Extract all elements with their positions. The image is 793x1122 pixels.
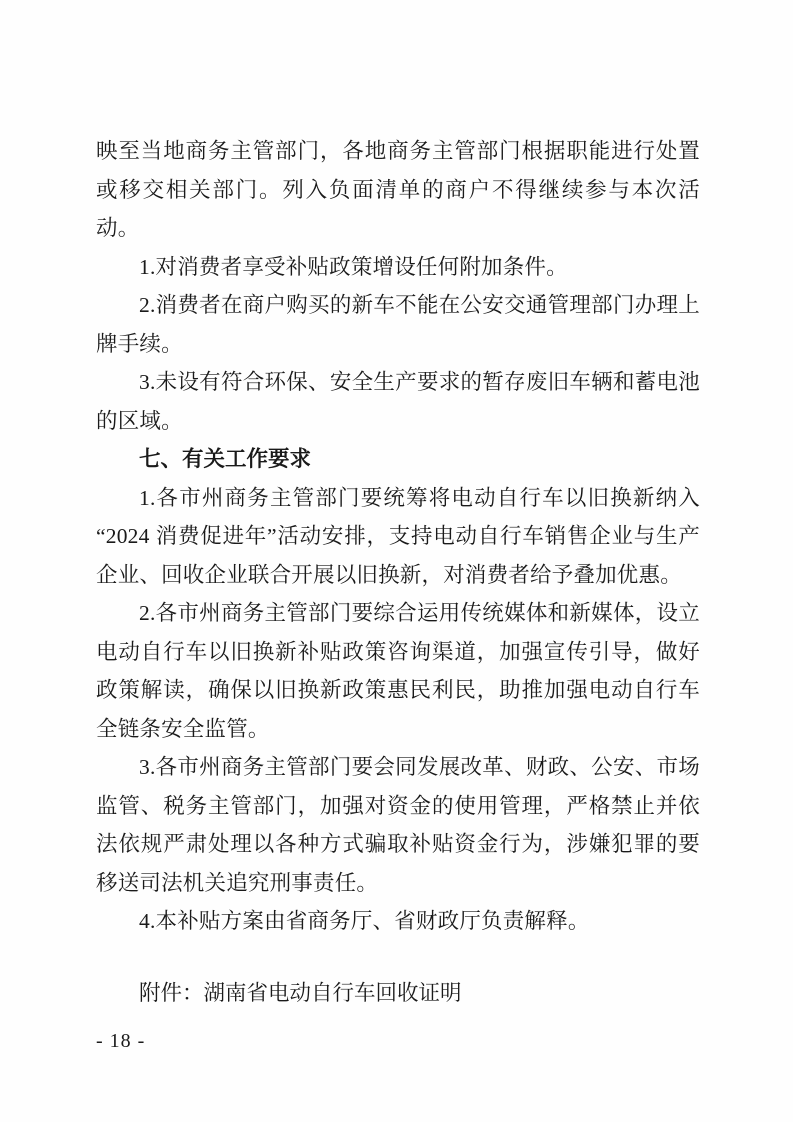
- list-item-1: 1.对消费者享受补贴政策增设任何附加条件。: [139, 254, 568, 279]
- page-number: - 18 -: [96, 1030, 146, 1052]
- attachment-line: 附件：湖南省电动自行车回收证明: [139, 980, 462, 1005]
- list-item-3: 3.未设有符合环保、安全生产要求的暂存废旧车辆和蓄电池的区域。: [96, 370, 700, 433]
- requirement-item-2: 2.各市州商务主管部门要综合运用传统媒体和新媒体，设立电动自行车以旧换新补贴政策咨询渠道，加强宣传引导，做好政策解读，确保以旧换新政策惠民利民，助推加强电动自行车全链条安全监管。: [96, 601, 700, 741]
- requirement-item-1: 1.各市州商务主管部门要统筹将电动自行车以旧换新纳入“2024 消费促进年”活动安排，支持电动自行车销售企业与生产企业、回收企业联合开展以旧换新，对消费者给予叠加优惠。: [96, 485, 700, 587]
- list-item-2: 2.消费者在商户购买的新车不能在公安交通管理部门办理上牌手续。: [96, 293, 700, 356]
- section-heading-seven: 七、有关工作要求: [139, 447, 312, 471]
- requirement-item-3: 3.各市州商务主管部门要会同发展改革、财政、公安、市场监管、税务主管部门，加强对资金的使用管理，严格禁止并依法依规严肃处理以各种方式骗取补贴资金行为，涉嫌犯罪的要移送司法机关追究刑事责任。: [96, 755, 700, 895]
- paragraph-spacer: [96, 941, 700, 974]
- paragraph-continued: 映至当地商务主管部门，各地商务主管部门根据职能进行处置或移交相关部门。列入负面清单的商户不得继续参与本次活动。: [96, 139, 700, 240]
- requirement-item-4: 4.本补贴方案由省商务厅、省财政厅负责解释。: [139, 909, 590, 933]
- document-body: [96, 132, 700, 1012]
